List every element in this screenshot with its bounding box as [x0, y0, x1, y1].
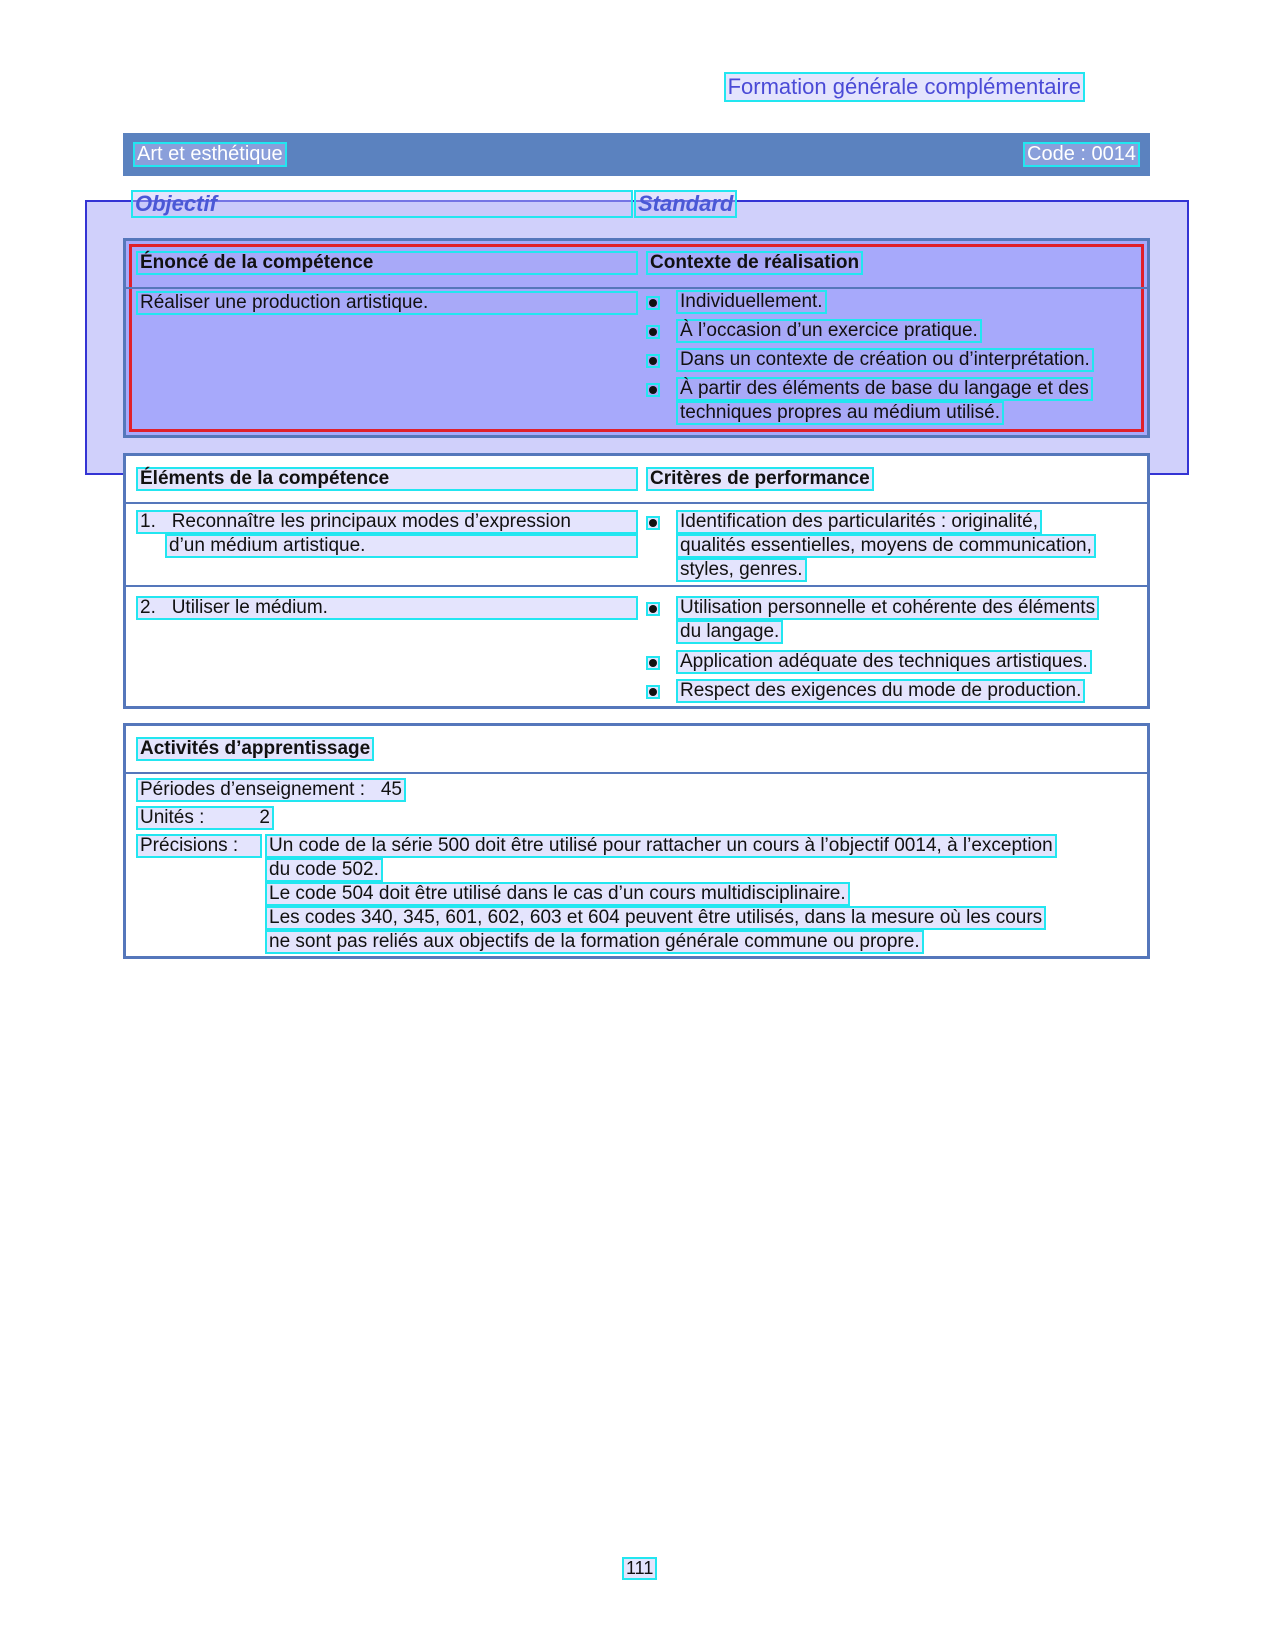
criteres-header: Critères de performance [646, 467, 874, 491]
element-2: 2. Utiliser le médium. [136, 596, 638, 620]
document-section-header: Formation générale complémentaire [724, 72, 1085, 102]
precision-text: du code 502. [265, 858, 383, 882]
precision-text: ne sont pas reliés aux objectifs de la formation générale commune ou propre. [265, 930, 924, 954]
bullet-icon [646, 325, 660, 339]
activities-table [123, 723, 1150, 959]
unites-value: 2 [259, 807, 270, 828]
precisions-label: Précisions : [136, 834, 262, 858]
elements-table: Éléments de la compétence Critères de performance 1. Reconnaître les principaux modes d’expression d’un médium artistique. Identification des particularités : originalité, qualités essentielles, moyens de communication, styles, genres. 2. Utiliser le médium. Utilisation personnelle et cohérente des éléments du langage. Application adéquate des techniques artistiques. Respect des exigences du mode de production. [123, 453, 1150, 709]
unites-field [136, 806, 274, 830]
competence-table-header [126, 241, 1147, 289]
standard-label: Standard [634, 190, 737, 218]
course-title: Art et esthétique [133, 142, 287, 167]
precision-text: Les codes 340, 345, 601, 602, 603 et 604 peuvent être utilisés, dans la mesure où les cours [265, 906, 1046, 930]
bullet-icon [646, 516, 660, 530]
bullet-icon [646, 296, 660, 310]
element-number: 2. [140, 597, 156, 618]
precision-text: Un code de la série 500 doit être utilisé pour rattacher un cours à l’objectif 0014, à l’exception [265, 834, 1057, 858]
precision-text: Le code 504 doit être utilisé dans le cas d’un cours multidisciplinaire. [265, 882, 850, 906]
bullet-icon [646, 383, 660, 397]
page-number: 111 [622, 1557, 657, 1580]
periodes-value: 45 [380, 779, 402, 800]
bullet-icon [646, 602, 660, 616]
row-divider [126, 585, 1147, 587]
element-1-line2: d’un médium artistique. [165, 534, 638, 558]
bullet-icon [646, 685, 660, 699]
enonce-header: Énoncé de la compétence [136, 251, 638, 275]
bullet-icon [646, 354, 660, 368]
elements-header: Éléments de la compétence [136, 467, 638, 491]
contexte-header: Contexte de réalisation [646, 251, 863, 275]
periodes-label: Périodes d’enseignement : [140, 779, 365, 800]
course-code: Code : 0014 [1023, 142, 1140, 167]
objectif-label: Objectif [131, 190, 633, 218]
course-title-bar [123, 133, 1150, 176]
unites-label: Unités : [140, 807, 205, 828]
activities-table-header [126, 726, 1147, 774]
bullet-icon [646, 656, 660, 670]
competence-table: Énoncé de la compétence Contexte de réalisation Réaliser une production artistique. Individuellement. À l’occasion d’un exercice pratique. Dans un contexte de création ou d’interprétation. À partir des éléments de base du langage et des techniques propres au médium utilisé. [123, 238, 1150, 438]
activities-header: Activités d’apprentissage [136, 737, 374, 761]
periodes-field [136, 778, 406, 802]
element-number: 1. [140, 511, 156, 532]
elements-table-header [126, 456, 1147, 504]
competence-statement: Réaliser une production artistique. [136, 291, 638, 315]
element-1: 1. Reconnaître les principaux modes d’expression [136, 510, 638, 534]
